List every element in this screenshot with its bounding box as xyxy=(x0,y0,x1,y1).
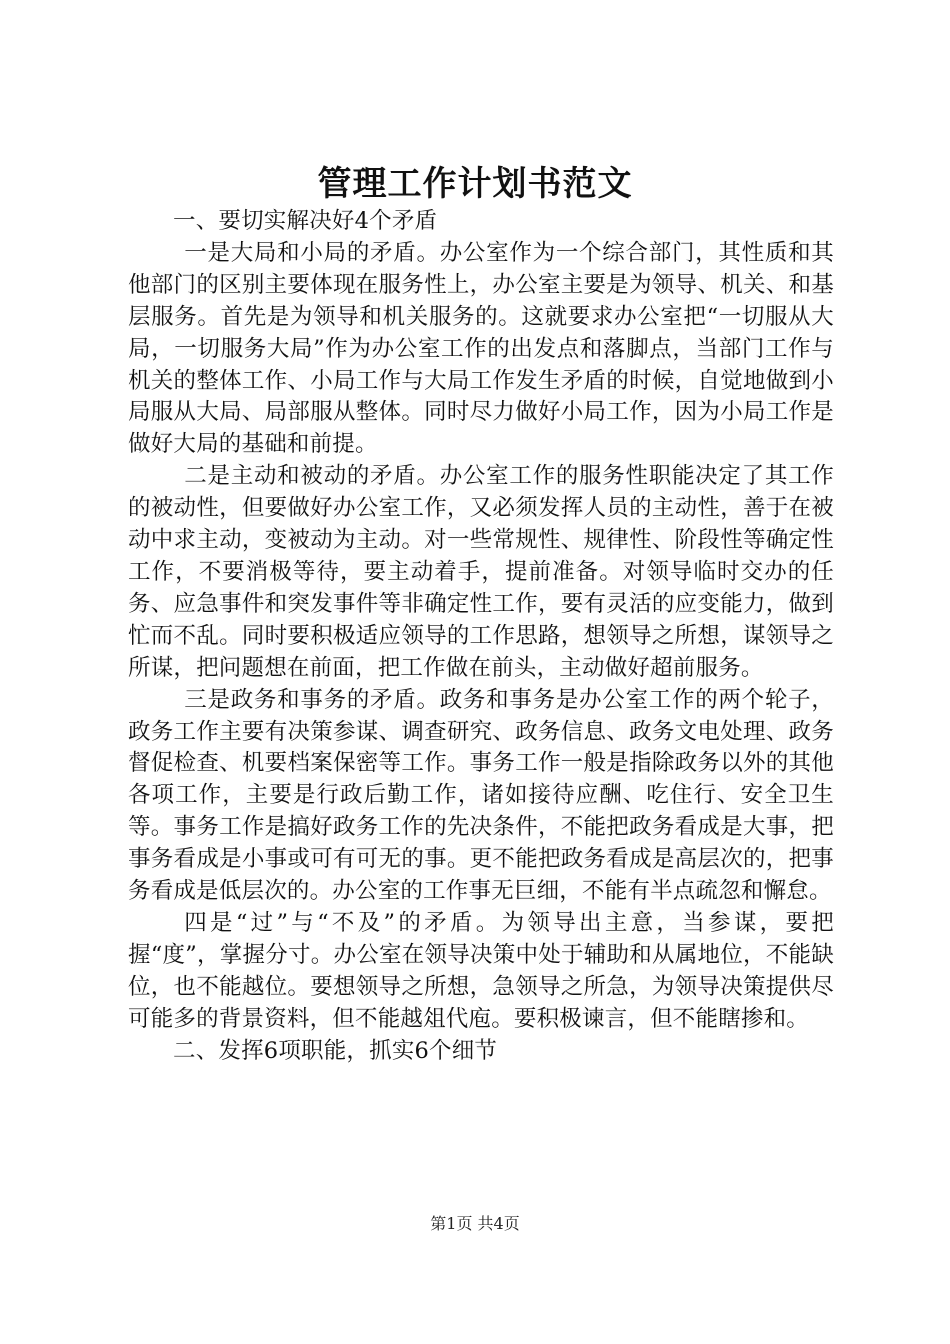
paragraph-2: 二是主动和被动的矛盾。办公室工作的服务性职能决定了其工作的被动性，但要做好办公室工作，又必须发挥人员的主动性，善于在被动中求主动，变被动为主动。对一些常规性、规律性、阶段性等确定性工作，不要消极等待，要主动着手，提前准备。对领导临时交办的任务、应急事件和突发事件等非确定性工作，要有灵活的应变能力，做到忙而不乱。同时要积极适应领导的工作思路，想领导之所想，谋领导之所谋，把问题想在前面，把工作做在前头，主动做好超前服务。 xyxy=(128,463,834,681)
section-heading-2: 二、发挥6项职能，抓实6个细节 xyxy=(173,1037,498,1064)
paragraph-1: 一是大局和小局的矛盾。办公室作为一个综合部门，其性质和其他部门的区别主要体现在服务性上，办公室主要是为领导、机关、和基层服务。首先是为领导和机关服务的。这就要求办公室把“一切服从大局，一切服务大局”作为办公室工作的出发点和落脚点，当部门工作与机关的整体工作、小局工作与大局工作发生矛盾的时候，自觉地做到小局服从大局、局部服从整体。同时尽力做好小局工作，因为小局工作是做好大局的基础和前提。 xyxy=(128,239,834,458)
page-number-footer: 第1页 共4页 xyxy=(430,1214,520,1233)
section-heading-1: 一、要切实解决好4个矛盾 xyxy=(173,208,438,234)
document-title: 管理工作计划书范文 xyxy=(317,164,633,204)
document-body xyxy=(128,206,834,1067)
paragraph-4: 四是“过”与“不及”的矛盾。为领导出主意，当参谋，要把握“度”，掌握分寸。办公室在领导决策中处于辅助和从属地位，不能缺位，也不能越位。要想领导之所想，急领导之所急，为领导决策提供尽可能多的背景资料，但不能越俎代庖。要积极谏言，但不能瞎掺和。 xyxy=(128,909,834,1032)
paragraph-3: 三是政务和事务的矛盾。政务和事务是办公室工作的两个轮子，政务工作主要有决策参谋、调查研究、政务信息、政务文电处理、政务督促检查、机要档案保密等工作。事务工作一般是指除政务以外的其他各项工作，主要是行政后勤工作，诸如接待应酬、吃住行、安全卫生等。事务工作是搞好政务工作的先决条件，不能把政务看成是大事，把事务看成是小事或可有可无的事。更不能把政务看成是高层次的，把事务看成是低层次的。办公室的工作事无巨细，不能有半点疏忽和懈怠。 xyxy=(128,686,834,905)
